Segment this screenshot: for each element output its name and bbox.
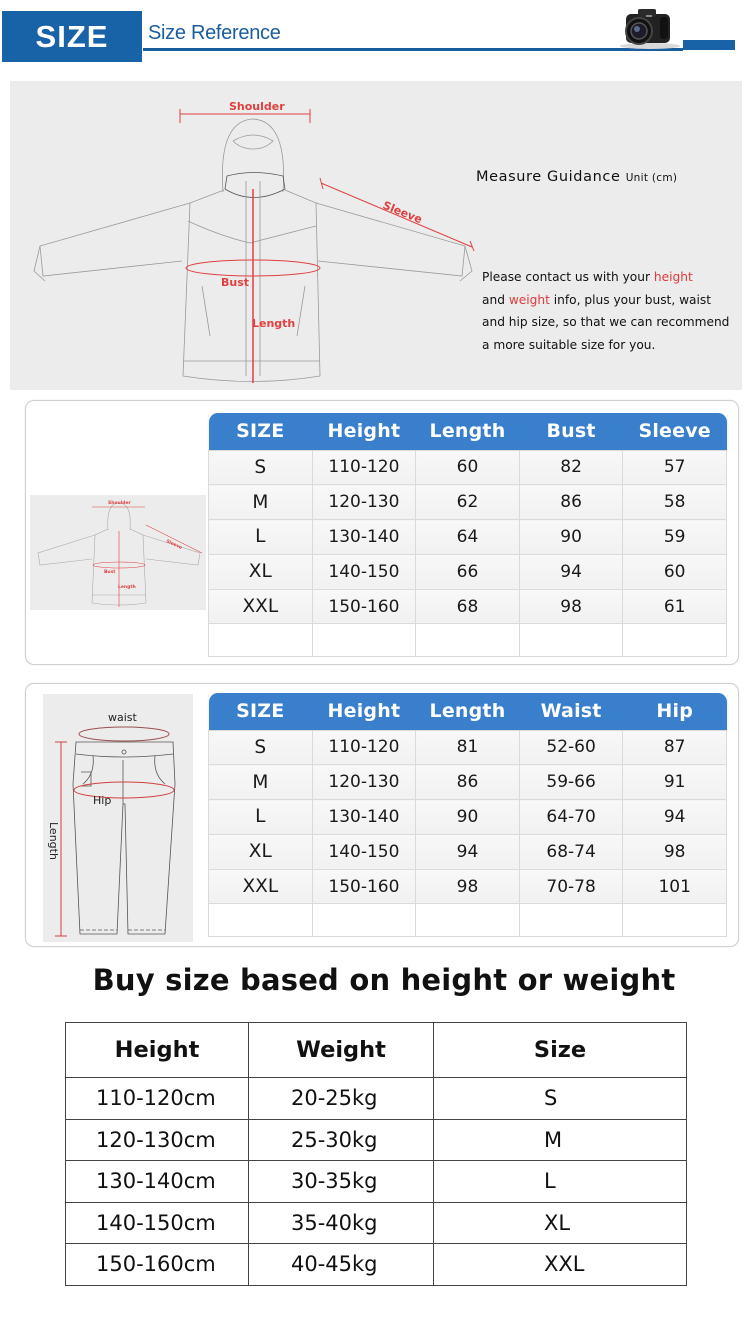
- guidance-text-part: and: [482, 292, 509, 307]
- accent-bar: [683, 40, 735, 50]
- col-header: SIZE: [209, 413, 313, 450]
- cell: 64-70: [519, 800, 623, 835]
- cell-empty: [519, 904, 623, 937]
- table-row: [209, 520, 727, 555]
- buy-guide-table: [65, 1022, 687, 1286]
- cell: 90: [416, 800, 520, 835]
- cell: 60: [416, 450, 520, 485]
- table-row: [209, 450, 727, 485]
- pants-thumbnail: [43, 694, 193, 942]
- cell: XXL: [209, 869, 313, 904]
- cell: 68-74: [519, 834, 623, 869]
- cell: L: [209, 800, 313, 835]
- cell: 140-150: [312, 554, 416, 589]
- jacket-thumb-diagram: [30, 495, 206, 610]
- cell-empty: [623, 904, 727, 937]
- pants-size-card: [25, 683, 739, 947]
- thumb-sleeve-label: Sleeve: [165, 539, 183, 551]
- cell: 130-140: [312, 800, 416, 835]
- length-label: Length: [252, 317, 296, 330]
- table-row-empty: [209, 624, 727, 657]
- col-header: Bust: [519, 413, 623, 450]
- cell: 59: [623, 520, 727, 555]
- table-row: [66, 1244, 687, 1286]
- cell: 120-130: [312, 765, 416, 800]
- cell: XL: [209, 834, 313, 869]
- cell: 98: [623, 834, 727, 869]
- cell: 64: [416, 520, 520, 555]
- cell: M: [209, 485, 313, 520]
- title-underline: [143, 48, 683, 51]
- cell: 35-40kg: [249, 1202, 434, 1244]
- cell: 94: [519, 554, 623, 589]
- cell: 87: [623, 730, 727, 765]
- col-header: Length: [416, 693, 520, 730]
- table-row: [209, 589, 727, 624]
- cell-empty: [416, 624, 520, 657]
- waist-label: waist: [108, 711, 137, 724]
- cell: 110-120: [312, 450, 416, 485]
- weight-highlight: weight: [508, 292, 550, 307]
- header-banner: [0, 0, 750, 70]
- buy-guide-title: Buy size based on height or weight: [92, 963, 676, 997]
- table-header-row: [209, 413, 727, 450]
- measure-guidance-panel: [10, 81, 742, 390]
- jacket-size-card: [25, 400, 739, 665]
- pants-diagram: [43, 694, 193, 942]
- table-row: [209, 834, 727, 869]
- cell: 150-160cm: [66, 1244, 249, 1286]
- table-row-empty: [209, 904, 727, 937]
- col-header: Sleeve: [623, 413, 727, 450]
- height-highlight: height: [653, 270, 693, 284]
- table-row: [66, 1119, 687, 1161]
- cell: 86: [416, 765, 520, 800]
- cell: S: [434, 1078, 687, 1120]
- cell: L: [434, 1161, 687, 1203]
- col-header: Hip: [623, 693, 727, 730]
- cell: 61: [623, 589, 727, 624]
- cell: S: [209, 730, 313, 765]
- cell: 81: [416, 730, 520, 765]
- bust-label: Bust: [221, 276, 250, 289]
- col-header: Height: [66, 1023, 249, 1078]
- page-title: Size Reference: [148, 22, 281, 44]
- col-header: Height: [312, 413, 416, 450]
- cell: S: [209, 450, 313, 485]
- col-header: Height: [312, 693, 416, 730]
- cell: 60: [623, 554, 727, 589]
- thumb-shoulder-label: Shoulder: [108, 501, 131, 506]
- cell: 140-150: [312, 834, 416, 869]
- table-row: [209, 730, 727, 765]
- cell: 62: [416, 485, 520, 520]
- guidance-text: [482, 266, 732, 357]
- cell: M: [434, 1119, 687, 1161]
- table-header-row: [66, 1023, 687, 1078]
- cell: 70-78: [519, 869, 623, 904]
- cell: 40-45kg: [249, 1244, 434, 1286]
- table-row: [209, 800, 727, 835]
- cell-empty: [312, 624, 416, 657]
- jacket-thumbnail: [30, 495, 206, 610]
- cell: 101: [623, 869, 727, 904]
- cell-empty: [209, 624, 313, 657]
- cell: 130-140: [312, 520, 416, 555]
- table-row: [209, 869, 727, 904]
- cell: M: [209, 765, 313, 800]
- col-header: Length: [416, 413, 520, 450]
- cell: XXL: [434, 1244, 687, 1286]
- cell: 94: [623, 800, 727, 835]
- cell: 110-120cm: [66, 1078, 249, 1120]
- col-header: Waist: [519, 693, 623, 730]
- cell: 110-120: [312, 730, 416, 765]
- cell: XXL: [209, 589, 313, 624]
- guidance-title: [476, 169, 677, 185]
- cell: 52-60: [519, 730, 623, 765]
- cell: 57: [623, 450, 727, 485]
- unit-label: Unit (cm): [625, 172, 678, 184]
- cell-empty: [312, 904, 416, 937]
- table-row: [66, 1202, 687, 1244]
- cell: 68: [416, 589, 520, 624]
- cell: 59-66: [519, 765, 623, 800]
- cell: 30-35kg: [249, 1161, 434, 1203]
- table-row: [209, 554, 727, 589]
- thumb-length-label: Length: [118, 585, 136, 590]
- cell: XL: [434, 1202, 687, 1244]
- col-header: SIZE: [209, 693, 313, 730]
- cell: 58: [623, 485, 727, 520]
- pants-length-label: Length: [47, 822, 60, 860]
- col-header: Weight: [249, 1023, 434, 1078]
- cell-empty: [519, 624, 623, 657]
- cell: XL: [209, 554, 313, 589]
- thumb-bust-label: Bust: [104, 570, 116, 575]
- guidance-text-part: Please contact us with your: [482, 270, 654, 284]
- cell: 120-130cm: [66, 1119, 249, 1161]
- table-header-row: [209, 693, 727, 730]
- cell: 86: [519, 485, 623, 520]
- cell: 90: [519, 520, 623, 555]
- cell-empty: [623, 624, 727, 657]
- table-row: [66, 1161, 687, 1203]
- cell: 66: [416, 554, 520, 589]
- size-badge: SIZE: [2, 11, 142, 62]
- cell: 150-160: [312, 589, 416, 624]
- cell-empty: [209, 904, 313, 937]
- camera-icon: [612, 4, 682, 49]
- table-row: [66, 1078, 687, 1120]
- col-header: Size: [434, 1023, 687, 1078]
- cell: 98: [416, 869, 520, 904]
- table-row: [209, 485, 727, 520]
- cell: L: [209, 520, 313, 555]
- cell: 25-30kg: [249, 1119, 434, 1161]
- cell: 98: [519, 589, 623, 624]
- cell: 120-130: [312, 485, 416, 520]
- cell: 20-25kg: [249, 1078, 434, 1120]
- cell: 82: [519, 450, 623, 485]
- guidance-text-part: info, plus your bust, waist and hip size, so that we can recommend a more suitable size for you.: [482, 292, 730, 353]
- guidance-title-text: Measure Guidance: [476, 169, 621, 185]
- jacket-diagram: [20, 81, 480, 390]
- jacket-size-table: [208, 413, 727, 657]
- cell: 94: [416, 834, 520, 869]
- cell: 130-140cm: [66, 1161, 249, 1203]
- shoulder-label: Shoulder: [229, 100, 285, 113]
- hip-label: Hip: [93, 794, 112, 807]
- cell-empty: [416, 904, 520, 937]
- cell: 150-160: [312, 869, 416, 904]
- cell: 140-150cm: [66, 1202, 249, 1244]
- table-row: [209, 765, 727, 800]
- pants-size-table: [208, 693, 727, 937]
- sleeve-label: Sleeve: [380, 198, 424, 227]
- cell: 91: [623, 765, 727, 800]
